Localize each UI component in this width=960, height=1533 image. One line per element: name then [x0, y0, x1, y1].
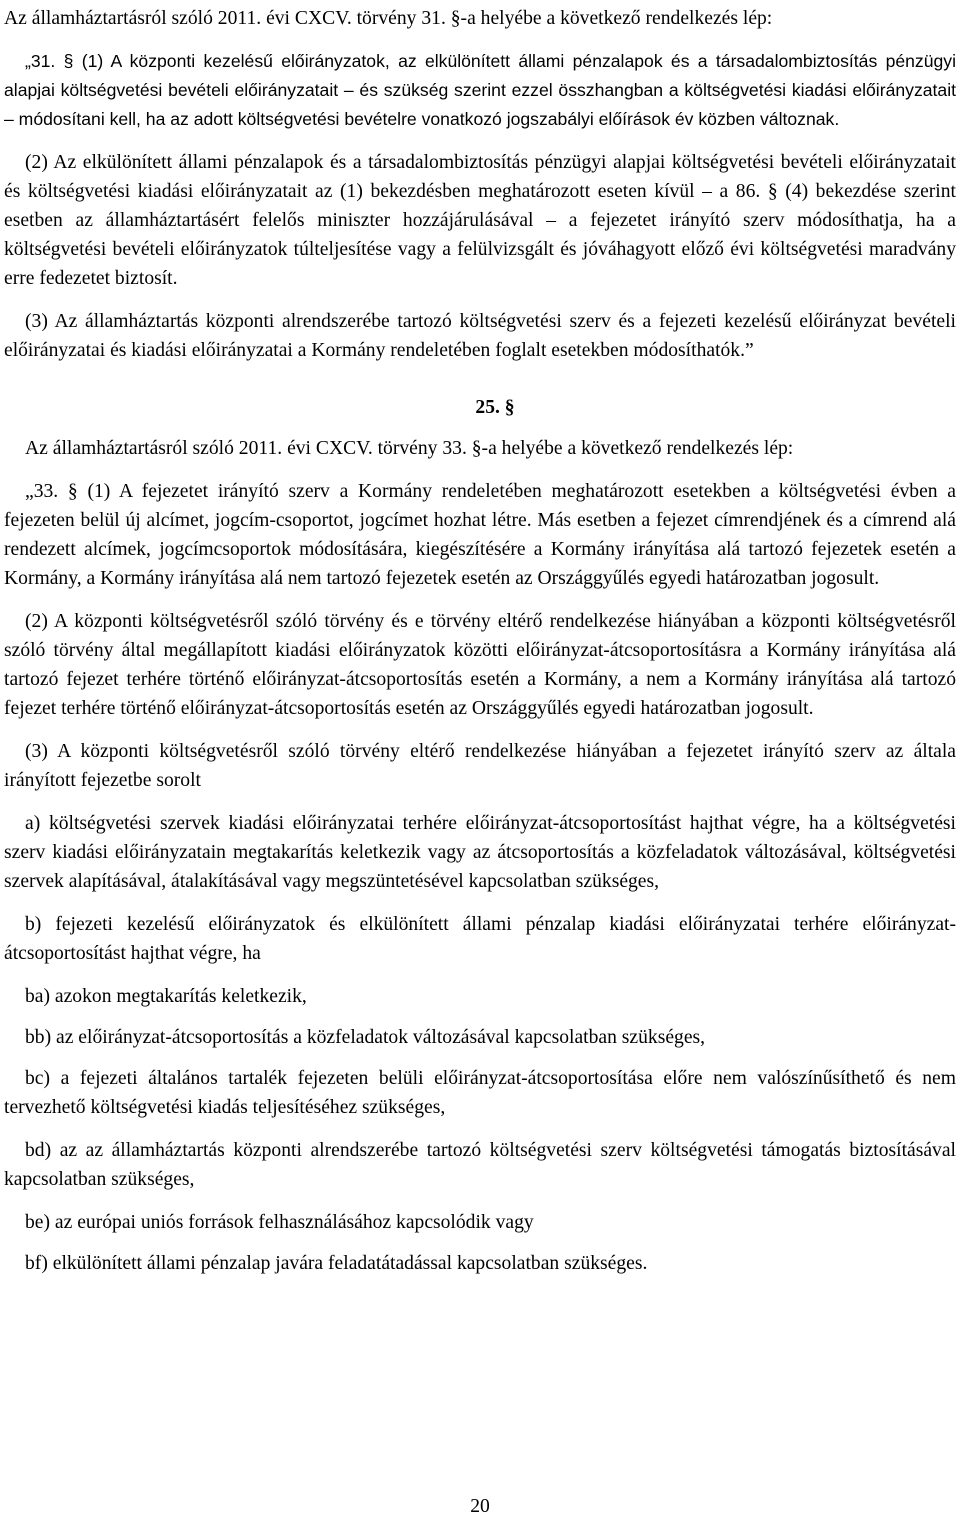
section-31-intro: Az államháztartásról szóló 2011. évi CXCV. törvény 31. §-a helyébe a következő rendelkezés lép: — [4, 8, 773, 29]
section-31-paragraph-1: „31. § (1) A központi kezelésű előirányzatok, az elkülönített állami pénzalapok és a társadalombiztosítás pénzügyi alapjai költségvetési bevételi előirányzatait – és szükség szerint ezzel összhangban a költségvetési kiadási előirányzatait – módosítani kell, ha az adott költségvetési bevételre vonatkozó jogszabályi előírások év közben változnak. — [4, 51, 956, 129]
section-33-point-ba: ba) azokon megtakarítás keletkezik, — [25, 986, 307, 1007]
section-33-point-bf: bf) elkülönített állami pénzalap javára feladatátadással kapcsolatban szükséges. — [25, 1253, 648, 1274]
page-number: 20 — [470, 1496, 490, 1517]
section-33-point-bb: bb) az előirányzat-átcsoportosítás a közfeladatok változásával kapcsolatban szükséges, — [25, 1027, 706, 1048]
section-31-paragraph-3: (3) Az államháztartás központi alrendszerébe tartozó költségvetési szerv és a fejezeti kezelésű előirányzat bevételi előirányzatai és kiadási előirányzatai a Kormány rendeletében foglalt esetekben módosíthatók.” — [4, 311, 956, 361]
section-33-point-be: be) az európai uniós források felhasználásához kapcsolódik vagy — [25, 1212, 534, 1233]
section-33-point-bc: bc) a fejezeti általános tartalék fejezeten belüli előirányzat-átcsoportosítása előre nem valószínűsíthető és nem tervezhető költségvetési kiadás teljesítéséhez szükséges, — [4, 1068, 956, 1118]
section-31-quoted-text — [4, 47, 956, 134]
section-31-paragraph-2: (2) Az elkülönített állami pénzalapok és a társadalombiztosítás pénzügyi alapjai költségvetési bevételi előirányzatait és költségvetési kiadási előirányzatait az (1) bekezdésben meghatározott eseten kívül – a 86. § (4) bekezdése szerint esetben az államháztartásért felelős miniszter hozzájárulásával – a fejezetet irányító szerv módosíthatja, ha a költségvetési bevételi előirányzatok túlteljesítése vagy a felülvizsgált és jóváhagyott előző évi költségvetési maradvány erre fedezetet biztosít. — [4, 152, 956, 289]
section-33-point-bd: bd) az az államháztartás központi alrendszerébe tartozó költségvetési szerv költségvetési támogatás biztosításával kapcsolatban szükséges, — [4, 1140, 956, 1190]
section-33-point-a: a) költségvetési szervek kiadási előirányzatai terhére előirányzat-átcsoportosítást hajthat végre, ha a költségvetési szerv kiadási előirányzatain megtakarítás keletkezik vagy az átcsoportosítás a közfeladatok változásával, költségvetési szervek alapításával, átalakításával vagy megszüntetésével kapcsolatban szükséges, — [4, 813, 956, 892]
section-heading-25 — [4, 393, 956, 422]
document-page — [4, 0, 956, 1290]
section-33-intro: Az államháztartásról szóló 2011. évi CXCV. törvény 33. §-a helyébe a következő rendelkezés lép: — [25, 438, 794, 459]
section-33-point-b: b) fejezeti kezelésű előirányzatok és elkülönített állami pénzalap kiadási előirányzatai terhére előirányzat-átcsoportosítást hajthat végre, ha — [4, 914, 956, 964]
section-heading-symbol: § — [504, 397, 515, 418]
section-33-paragraph-1: „33. § (1) A fejezetet irányító szerv a Kormány rendeletében meghatározott esetekben a költségvetési évben a fejezeten belül új alcímet, jogcím-csoportot, jogcímet hozhat létre. Más esetben a fejezet címrendjének és a címrend alá rendezett alcímek, jogcímcsoportok módosítására, kiegészítésére a Kormány irányítása alá tartozó fejezetek esetén a Kormány, a Kormány irányítása alá nem tartozó fejezetek esetén az Országgyűlés egyedi határozatban jogosult. — [4, 481, 956, 589]
section-33-paragraph-3: (3) A központi költségvetésről szóló törvény eltérő rendelkezése hiányában a fejezetet irányító szerv az általa irányított fejezetbe sorolt — [4, 741, 956, 791]
section-33-paragraph-2: (2) A központi költségvetésről szóló törvény és e törvény eltérő rendelkezése hiányában a központi költségvetésről szóló törvény által megállapított kiadási előirányzatok közötti előirányzat-átcsoportosításra a Kormány irányítása alá tartozó fejezet terhére történő előirányzat-átcsoportosítás esetén a Kormány, a nem a Kormány irányítása alá tartozó fejezet terhére történő előirányzat-átcsoportosítás esetén az Országgyűlés egyedi határozatban jogosult. — [4, 611, 956, 719]
section-heading-number: 25. — [475, 397, 500, 418]
